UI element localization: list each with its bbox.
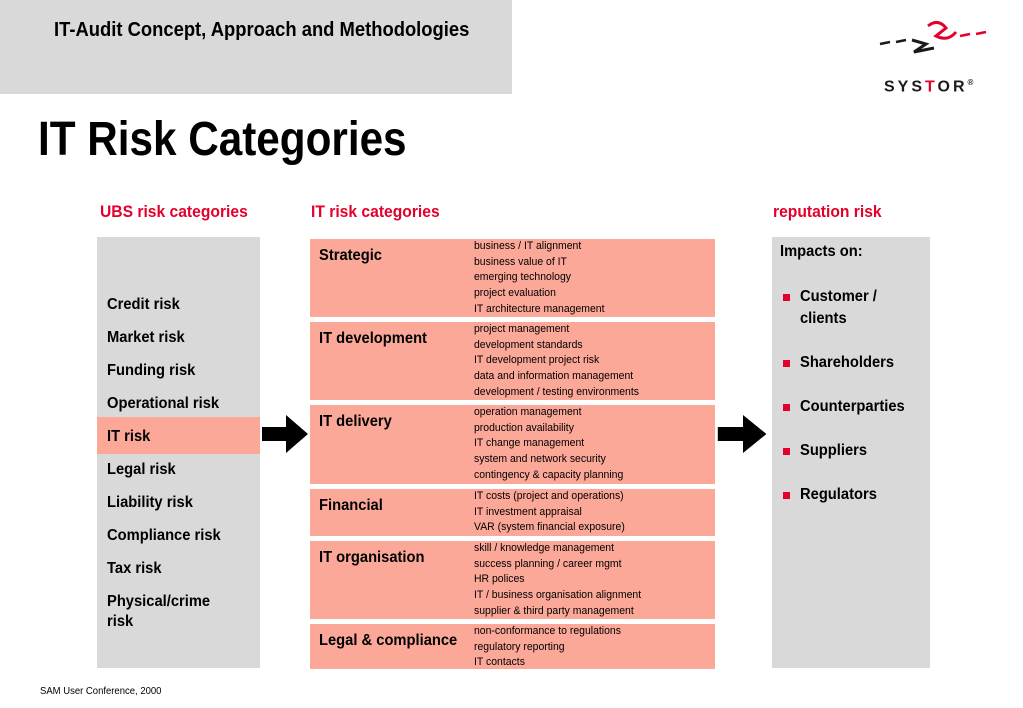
logo-wordmark: SYSTOR®: [884, 78, 974, 96]
category-items: IT costs (project and operations) IT investment appraisal VAR (system financial exposure): [474, 490, 625, 534]
category-items: skill / knowledge management success planning / career mgmt HR polices IT / business organisation alignment supplier & third party management: [474, 542, 642, 617]
bullet-icon: [783, 492, 790, 499]
bullet-icon: [783, 404, 790, 411]
page-title: IT Risk Categories: [38, 113, 407, 166]
list-item: Legal risk: [107, 461, 176, 478]
category-label: Financial: [319, 497, 383, 514]
category-items: business / IT alignment business value of IT emerging technology project evaluation IT architecture management: [474, 240, 605, 315]
it-heading: IT risk categories: [311, 202, 440, 221]
header-band: [0, 0, 512, 94]
category-legal-compliance: [310, 624, 715, 669]
arrow-right-icon: [716, 412, 766, 456]
category-it-organisation: [310, 541, 715, 619]
ubs-heading: UBS risk categories: [100, 202, 248, 221]
list-item: Customer / clients: [800, 288, 877, 327]
list-item: Shareholders: [800, 354, 895, 371]
list-item: Counterparties: [800, 398, 905, 415]
list-item: Liability risk: [107, 494, 193, 511]
header-title: IT-Audit Concept, Approach and Methodologies: [54, 19, 470, 41]
bullet-icon: [783, 360, 790, 367]
list-item: Funding risk: [107, 362, 196, 379]
list-item: Tax risk: [107, 560, 162, 577]
category-label: Legal & compliance: [319, 632, 458, 649]
category-strategic: [310, 239, 715, 317]
bullet-icon: [783, 448, 790, 455]
category-label: Strategic: [319, 247, 382, 264]
footer-text: SAM User Conference, 2000: [40, 686, 162, 697]
category-financial: [310, 489, 715, 536]
category-items: operation management production availability IT change management system and network security contingency & capacity planning: [474, 406, 624, 481]
ubs-risk-list: [97, 237, 260, 668]
category-label: IT delivery: [319, 413, 392, 430]
category-label: IT development: [319, 330, 427, 347]
category-items: non-conformance to regulations regulatory reporting IT contacts: [474, 625, 621, 669]
category-it-delivery: [310, 405, 715, 484]
list-item: Operational risk: [107, 395, 220, 412]
list-item: Physical/crime risk: [107, 593, 211, 630]
list-item: Credit risk: [107, 296, 180, 313]
reputation-panel: [772, 237, 930, 668]
list-item: Suppliers: [800, 442, 868, 459]
bullet-icon: [783, 294, 790, 301]
list-item: Compliance risk: [107, 527, 221, 544]
impacts-title: Impacts on:: [780, 243, 863, 260]
category-it-development: [310, 322, 715, 400]
reputation-heading: reputation risk: [773, 202, 882, 221]
list-item: Regulators: [800, 486, 877, 503]
list-item-highlighted: IT risk: [107, 428, 151, 445]
list-item: Market risk: [107, 329, 185, 346]
category-label: IT organisation: [319, 549, 425, 566]
category-items: project management development standards IT development project risk data and information management development / testing environments: [474, 323, 639, 398]
arrow-right-icon: [260, 412, 310, 456]
